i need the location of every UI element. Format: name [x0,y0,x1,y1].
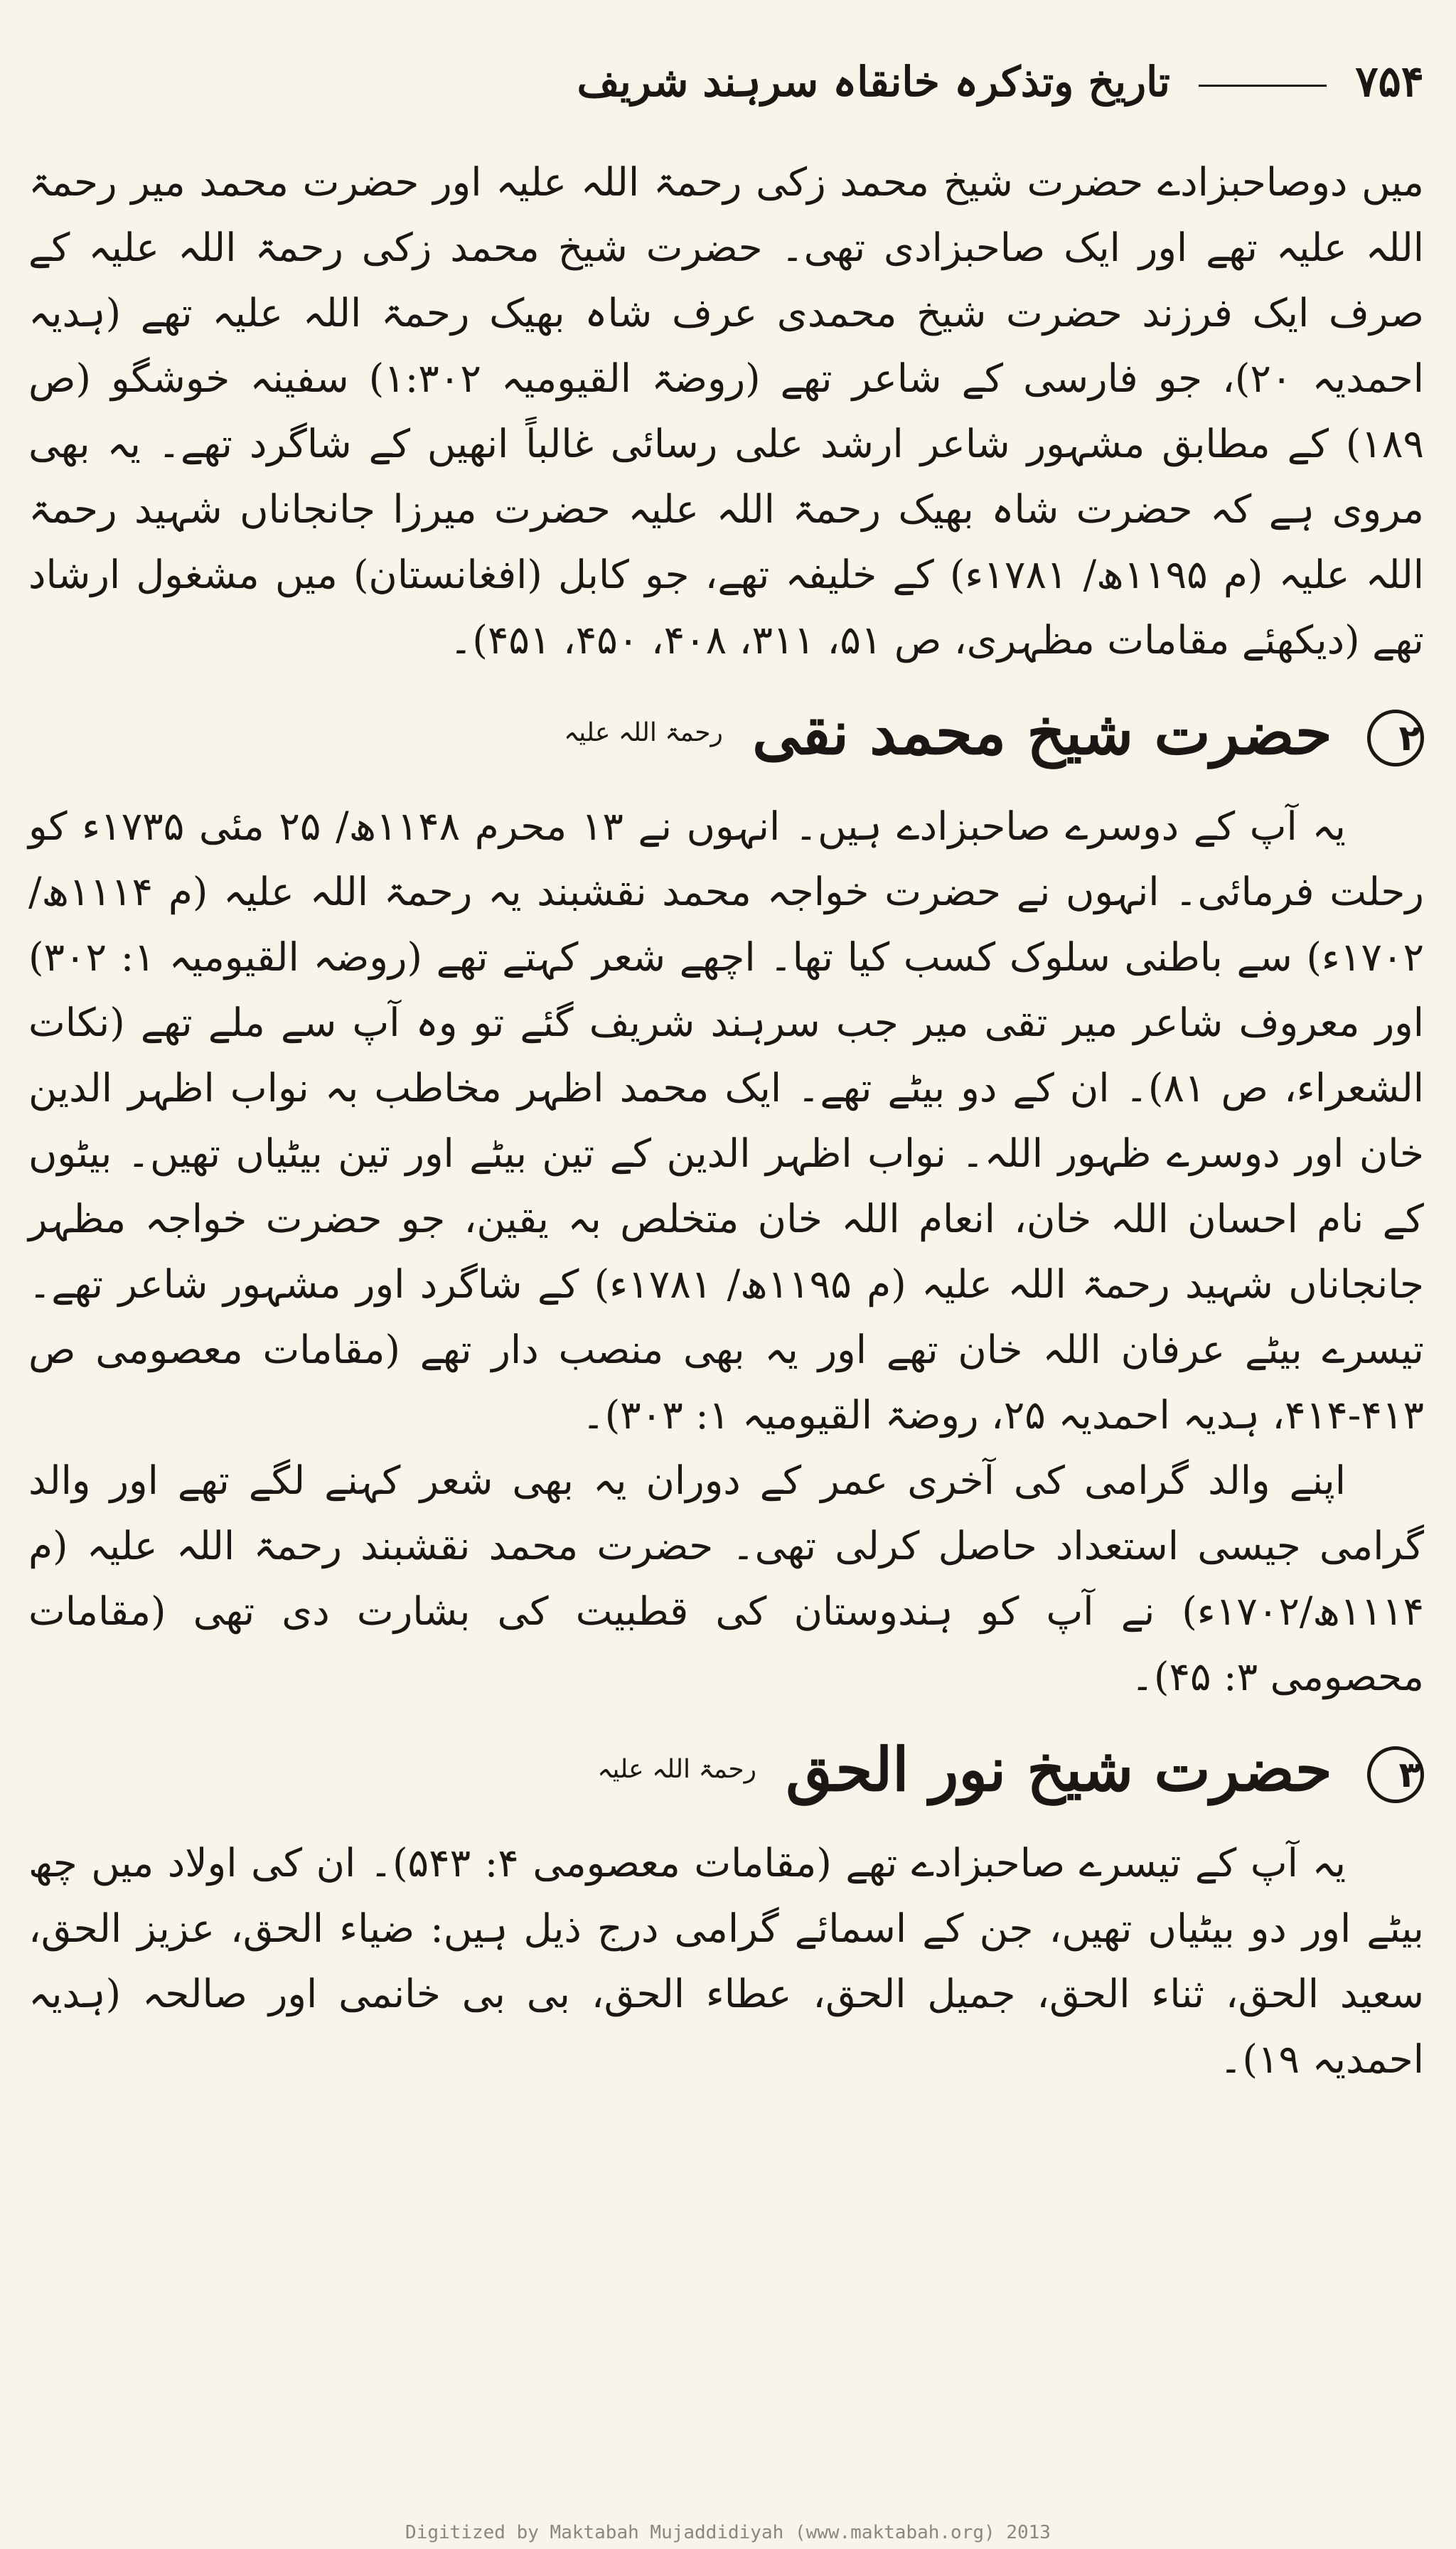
section-number-badge: ۳ [1367,1746,1424,1803]
page-body [28,149,1424,2092]
section-2-paragraph-2: اپنے والد گرامی کی آخری عمر کے دوران یہ بھی شعر کہنے لگے تھے اور والد گرامی جیسی استعداد حاصل کرلی تھی۔ حضرت محمد نقشبند رحمۃ اللہ علیہ (م ۱۱۱۴ھ/۱۷۰۲ء) نے آپ کو ہندوستان کی قطبیت کی بشارت دی تھی (مقامات محصومی ۳: ۴۵)۔ [28,1458,1424,1699]
section-heading-3 [28,1716,1424,1823]
intro-paragraph: میں دوصاحبزادے حضرت شیخ محمد زکی رحمۃ اللہ علیہ اور حضرت محمد میر رحمۃ اللہ علیہ تھے اور ایک صاحبزادی تھی۔ حضرت شیخ محمد زکی رحمۃ اللہ علیہ کے صرف ایک فرزند حضرت شیخ محمدی عرف شاہ بھیک رحمۃ اللہ علیہ تھے (ہدیہ احمدیہ ۲۰)، جو فارسی کے شاعر تھے (روضۃ القیومیہ ۱:۳۰۲) سفینہ خوشگو (ص ۱۸۹) کے مطابق مشہور شاعر ارشد علی رسائی غالباً انھیں کے شاگرد تھے۔ یہ بھی مروی ہے کہ حضرت شاہ بھیک رحمۃ اللہ علیہ حضرت میرزا جانجاناں شہید رحمۃ اللہ علیہ (م ۱۱۹۵ھ/ ۱۷۸۱ء) کے خلیفہ تھے، جو کابل (افغانستان) میں مشغول ارشاد تھے (دیکھئے مقامات مظہری، ص ۵۱، ۳۱۱، ۴۰۸، ۴۵۰، ۴۵۱)۔ [28,159,1425,663]
digitization-footer: Digitized by Maktabah Mujaddidiyah (www.maktabah.org) 2013 [405,2522,1051,2543]
page-number: ۷۵۴ [1355,57,1424,107]
header-rule [1199,85,1327,87]
honorific-mark: رحمۃ اللہ علیہ [597,1755,757,1784]
section-title: حضرت شیخ نور الحق [786,1734,1332,1805]
section-number-badge: ۲ [1367,710,1424,766]
section-3-paragraph-1: یہ آپ کے تیسرے صاحبزادے تھے (مقامات معصومی ۴: ۵۴۳)۔ ان کی اولاد میں چھ بیٹے اور دو بیٹیاں تھیں، جن کے اسمائے گرامی درج ذیل ہیں: ضیاء الحق، عزیز الحق، سعید الحق، ثناء الحق، جمیل الحق، عطاء الحق، بی بی خانمی اور صالحہ (ہدیہ احمدیہ ۱۹)۔ [28,1840,1424,2082]
section-title: حضرت شیخ محمد نقی [752,698,1332,768]
running-header [28,50,1424,149]
honorific-mark: رحمۃ اللہ علیہ [564,718,723,747]
section-heading-2 [28,680,1424,786]
running-title: تاریخ وتذکرہ خانقاہ سرہند شریف [577,58,1170,106]
section-2-paragraph-1: یہ آپ کے دوسرے صاحبزادے ہیں۔ انہوں نے ۱۳ محرم ۱۱۴۸ھ/ ۲۵ مئی ۱۷۳۵ء کو رحلت فرمائی۔ انہوں نے حضرت خواجہ محمد نقشبند یہ رحمۃ اللہ علیہ (م ۱۱۱۴ھ/۱۷۰۲ء) سے باطنی سلوک کسب کیا تھا۔ اچھے شعر کہتے تھے (روضہ القیومیہ ۱: ۳۰۲) اور معروف شاعر میر تقی میر جب سرہند شریف گئے تو وہ آپ سے ملے تھے (نکات الشعراء، ص ۸۱)۔ ان کے دو بیٹے تھے۔ ایک محمد اظہر مخاطب بہ نواب اظہر الدین خان اور دوسرے ظہور اللہ۔ نواب اظہر الدین کے تین بیٹے اور تین بیٹیاں تھیں۔ بیٹوں کے نام احسان اللہ خان، انعام اللہ خان متخلص بہ یقین، جو حضرت خواجہ مظہر جانجاناں شہید رحمۃ اللہ علیہ (م ۱۱۹۵ھ/ ۱۷۸۱ء) کے شاگرد اور مشہور شاعر تھے۔ تیسرے بیٹے عرفان اللہ خان تھے اور یہ بھی منصب دار تھے (مقامات معصومی ص ۴۱۳-۴۱۴، ہدیہ احمدیہ ۲۵، روضۃ القیومیہ ۱: ۳۰۳)۔ [28,803,1424,1438]
